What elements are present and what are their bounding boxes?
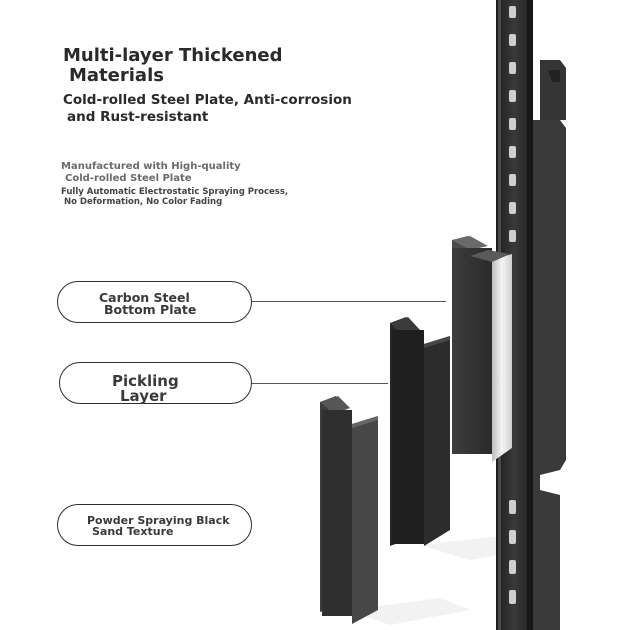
headline [63, 46, 283, 86]
feature-spraying-line-1: Fully Automatic Electrostatic Spraying Process, [61, 187, 289, 197]
callout-pickling-line-2: Layer [120, 387, 167, 405]
subheadline-line-2: and Rust-resistant [67, 109, 209, 125]
feature-cold-rolled-line-2: Cold-rolled Steel Plate [65, 173, 192, 184]
headline-line-1: Multi-layer Thickened [63, 45, 283, 66]
callout-powder-line-1: Powder Spraying Black [87, 514, 230, 527]
callout-carbon-steel-line-2: Bottom Plate [104, 302, 197, 317]
callout-carbon-steel [57, 281, 252, 323]
headline-line-2: Materials [69, 65, 164, 86]
feature-spraying-process [61, 187, 288, 207]
callout-powder-line-2: Sand Texture [92, 525, 174, 538]
callout-pickling-line-1: Pickling [112, 372, 179, 390]
carbon-steel-bottom-plate [452, 236, 512, 462]
callout-pickling-layer [59, 362, 252, 404]
feature-cold-rolled [61, 161, 241, 185]
feature-spraying-line-2: No Deformation, No Color Fading [64, 197, 223, 207]
leader-line-pickling [252, 383, 388, 384]
subheadline [63, 92, 352, 126]
subheadline-line-1: Cold-rolled Steel Plate, Anti-corrosion [63, 92, 352, 108]
callout-carbon-steel-line-1: Carbon Steel [99, 290, 190, 305]
powder-spray-plate [320, 396, 378, 624]
feature-cold-rolled-line-1: Manufactured with High-quality [61, 161, 241, 172]
leader-line-carbon-steel [252, 301, 446, 302]
callout-powder-spraying [57, 504, 252, 546]
pickling-layer-plate [390, 317, 450, 546]
